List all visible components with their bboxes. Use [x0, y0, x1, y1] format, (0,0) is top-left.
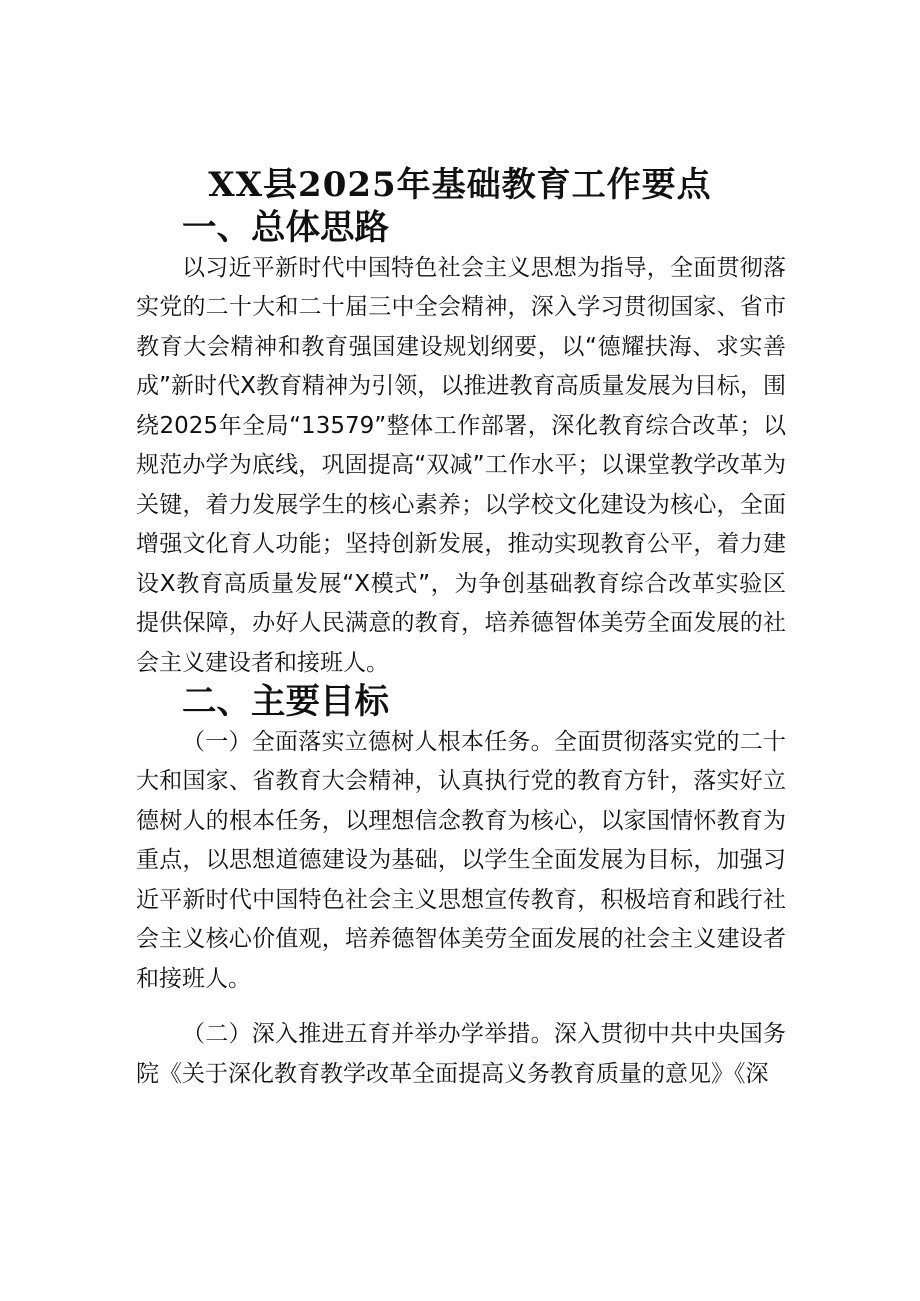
section-heading-main-goals: 二、主要目标 — [182, 682, 389, 722]
paragraph-goal-2: （二）深入推进五育并举办学举措。深入贯彻中共中央国务院《关于深化教育教学改革全面提高义务教育质量的意见》《深 — [136, 1021, 786, 1087]
document-body — [136, 209, 786, 1094]
paragraph-goal-1: （一）全面落实立德树人根本任务。全面贯彻落实党的二十大和国家、省教育大会精神，认真执行党的教育方针，落实好立德树人的根本任务，以理想信念教育为核心，以家国情怀教育为重点，以思想道德建设为基础，以学生全面发展为目标，加强习近平新时代中国特色社会主义思想宣传教育，积极培育和践行社会主义核心价值观，培养德智体美劳全面发展的社会主义建设者和接班人。 — [136, 728, 786, 992]
paragraph-overall-approach: 以习近平新时代中国特色社会主义思想为指导，全面贯彻落实党的二十大和二十届三中全会精神，深入学习贯彻国家、省市教育大会精神和教育强国建设规划纲要，以“德耀扶海、求实善成”新时代X教育精神为引领，以推进教育高质量发展为目标，围绕2025年全局“13579”整体工作部署，深化教育综合改革；以规范办学为底线，巩固提高“双减”工作水平；以课堂教学改革为关键，着力发展学生的核心素养；以学校文化建设为核心，全面增强文化育人功能；坚持创新发展，推动实现教育公平，着力建设X教育高质量发展“X模式”，为争创基础教育综合改革实验区提供保障，办好人民满意的教育，培养德智体美劳全面发展的社会主义建设者和接班人。 — [136, 254, 786, 676]
section-heading-overall-approach: 一、总体思路 — [182, 208, 389, 248]
document-title: XX县2025年基础教育工作要点 — [208, 164, 712, 205]
